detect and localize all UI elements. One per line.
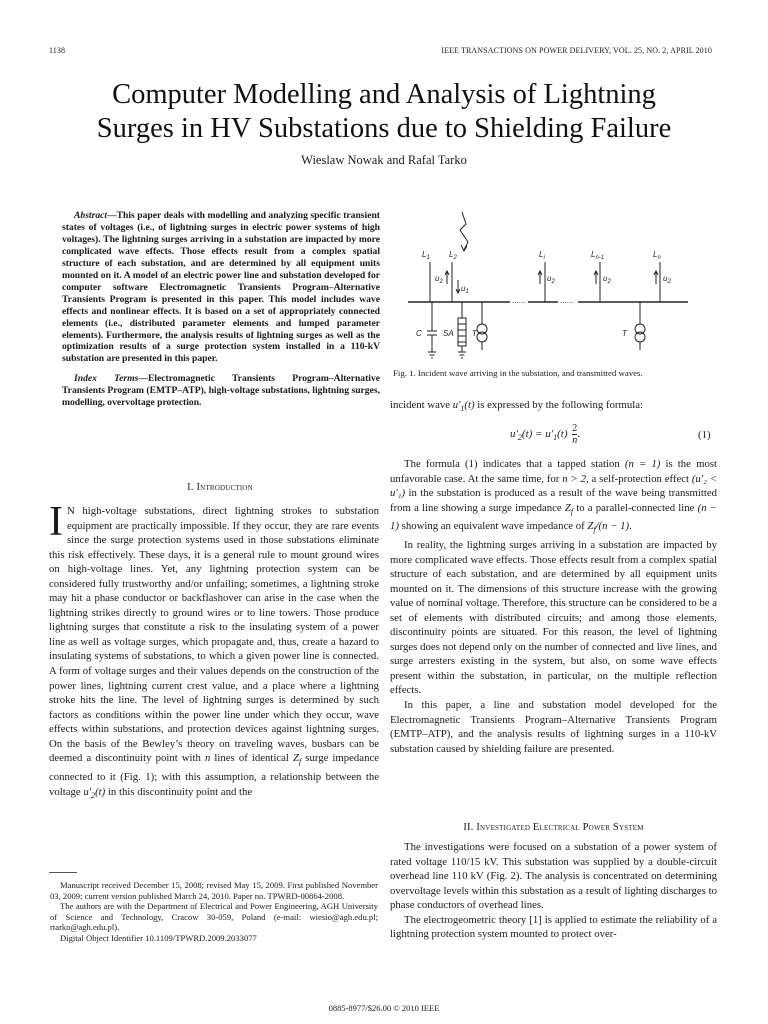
footnote-doi: Digital Object Identifier 10.1109/TPWRD.2009.2033077 [60,932,257,943]
section-2-body [390,840,717,942]
abstract-label: Abstract [74,210,108,221]
page-number: 1138 [49,46,66,55]
label-Ln: $L_n$ [653,250,661,261]
drop-cap: I [49,499,63,545]
label-T-right: T [622,329,627,338]
label-Li: $L_i$ [539,250,545,261]
label-SA: SA [443,329,454,338]
paragraph-investigations: The investigations were focused on a substation of a power system of rated voltage 110/15 kV. This substation was supplied by a double-circuit overhead line 110 kV (Fig. 2). The analysis is concentrated on determining overvoltage levels within this substation as a result of lighting discharges to phase conductors of overhead lines. [390,841,717,912]
section-2-heading [390,822,717,833]
label-T-left: T [472,329,477,338]
intro-text-b: is expressed by the following formula: [474,399,643,411]
footnote-manuscript: Manuscript received December 15, 2008; revised May 15, 2009. First published November 03, 2009; current version published March 24, 2010. Paper no. TPWRD-00864-2008. [50,880,378,901]
section-2-title: Investigated Electrical Power System [476,822,644,833]
intro-paragraph-a: N high-voltage substations, direct lightning strokes to substation equipment are practically impossible. If they occur, they are rare events since the surge protection systems used in those substations eliminate this risk effectively. These days, it is a general rule to mount ground wires on high-voltage lines. Yet, any lightning protection system can be considered fully trustworthy and/or unfailing; sometimes, a lightning stroke may hit a phase conductor or backflashover can arise in the case when the lightning strikes directly to ground wires or to line towers. Those produce lightning surges that constitute a risk to the insulating system of a power line as well as voltage surges, which propagate and, thus, create a hazard to insulating systems of substations, to which a given power line is connected. A form of voltage surges and their values depends on the construction of the power lines, lightning current crest value, and a place where a lightning stroke hits the line. The level of lightning surges is determined by such factors as conditions within the power line under which they occur, wave effects within substations, and protection devices against lightning surges. On the basis of the Bewley’s theory on traveling waves, busbars can be deemed a discontinuity point with [49,505,379,765]
index-terms-text: —Electromagnetic Transients Program–Alternative Transients Program (EMTP–ATP), high-voltage substations, lightning surges, modelling, overvoltage protection. [62,373,380,409]
footnotes [50,880,378,943]
label-Ln-1: $L_{n-1}$ [591,250,605,261]
ellipsis-1: ...... [512,296,526,305]
math-n: n [204,752,211,765]
paragraph-formula-discussion: The formula (1) indicates that a tapped station (n = 1) is the most unfavorable case. At the same time, for n > 2, a self-protection effect (u′₂ < u′₁) in the substation is produced as a result of the wave being transmitted from a line showing a surge impedance $Z_f$ to a parallel-connected line (n − 1) showing an equivalent wave impedance of $Z_f/(n - 1)$. [390,458,717,535]
paper-title [40,78,728,146]
section-1-number: I. [187,482,197,493]
right-column-body [390,457,717,756]
copyright-footer: 0885-8977/$26.00 © 2010 IEEE [328,1003,440,1013]
figure-1-caption: Fig. 1. Incident wave arriving in the substation, and transmitted waves. [393,368,643,378]
equation-1-number: (1) [698,429,711,441]
equation-fraction: $\frac{2}{n}$ [572,423,578,446]
section-1-body [49,499,379,803]
paragraph-reality: In reality, the lightning surges arriving in a substation are impacted by more complicated wave effects. Those effects result from a complex spatial structure of each substation, and are determined by all equipment units mounted on it. The dimensions of this structure increase with the growing value of nominal voltage. Therefore, this structure can be considered to be a set of elements with distributed circuits; and among those elements, discontinuity points are situated. For this reason, the level of lightning surges does not depend only on the number of connected and live lines, and surge arresters existing in the system, but also, on some wave effects present within the substation, in particular, on the multiple reflection effects. [390,539,717,697]
math-zf: $Z_f$ [292,752,302,767]
section-1-heading [52,482,388,493]
index-terms-label: Index Terms [74,373,139,385]
authors: Wieslaw Nowak and Rafal Tarko [301,153,467,167]
abstract-text: —This paper deals with modelling and analyzing specific transient states of voltages (i.e., of lightning surges in electric power systems of high voltages). The lightning surges arriving in a substation are impacted by more complicated wave effects. Those effects result from a complex spatial structure of each substation, and are determined by all equipment units mounted on it. A model of an electric power line and substation developed for computer software Electromagnetic Transients Program–Alternative Transients Program is presented in this paper. This model includes wave effects and nonlinear effects. It is based on a set of appropriately connected elements (i.e., distributed parameter elements and lumped parameter elements). Furthermore, the analysis results of lightning surges as well as the optimization results of a surge protection system installed in a 110-kV substation are presented in this paper. [62,210,380,365]
abstract-block [62,210,380,409]
equation-1: $u'_2(t) = u'_1(t)$ $\frac{2}{n}$ . [510,423,581,446]
label-C: C [416,329,422,338]
title-line-2: Surges in HV Substations due to Shielding Failure [96,113,672,144]
section-1-title: Introduction [196,482,253,493]
figure-1 [400,210,720,370]
math-u2: $u'_2(t)$ [83,785,106,800]
label-L2: $L_2$ [449,250,457,261]
intro-paragraph-d: in this discontinuity point and the [105,785,253,798]
paragraph-this-paper: In this paper, a line and substation model developed for the Electromagnetic Transients Program–Alternative Transients Program (EMTP–ATP), and the analysis results of lightning surges in a 110-kV substation caused by shielding failure are presented. [390,699,717,755]
label-L1: $L_1$ [422,250,430,261]
label-u2-a: $u_2$ [435,274,443,285]
footnote-rule [49,872,77,873]
footnote-authors: The authors are with the Department of Electrical and Power Engineering, AGH University of Science and Technology, Cracow 30-059, Poland (e-mail: wiesio@agh.edu.pl; rtarko@agh.edu.pl). [50,901,378,932]
journal-header: IEEE TRANSACTIONS ON POWER DELIVERY, VOL. 25, NO. 2, APRIL 2010 [441,46,712,55]
label-u2-c: $u_2$ [603,274,611,285]
intro-paragraph-b: lines of identical [210,752,293,765]
label-u2-b: $u_2$ [547,274,555,285]
paragraph-electrogeometric: The electrogeometric theory [1] is applied to estimate the reliability of a lightning protection system mounted to protect over- [390,913,717,941]
label-u1: $u_1$ [461,284,469,295]
figure-1-diagram [400,210,720,370]
section-2-number: II. [463,822,477,833]
label-u2-d: $u_2$ [663,274,671,285]
ellipsis-2: ...... [560,296,574,305]
intro-text-a: incident wave [390,399,453,411]
math-u1: $u'_1(t)$ [452,399,475,414]
right-column-intro [390,398,717,417]
intro-paragraph-c: surge impedance connected to it (Fig. 1); with this assumption, a relationship between the voltage [49,752,379,798]
title-line-1: Computer Modelling and Analysis of Lightning [112,79,656,110]
lightning-stroke-icon [460,212,468,250]
